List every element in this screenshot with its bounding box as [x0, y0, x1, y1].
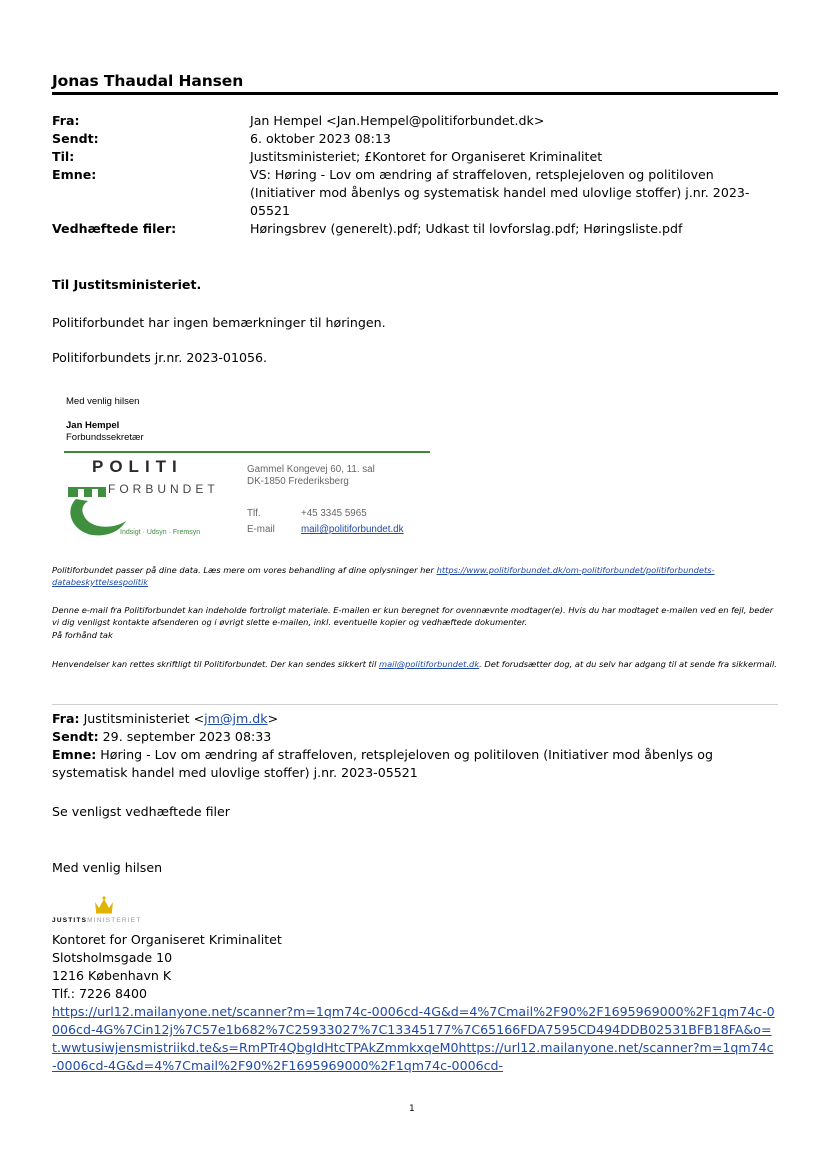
- forwarded-fra-label: Fra:: [52, 711, 80, 726]
- header-key: Fra:: [52, 113, 80, 128]
- greeting: Til Justitsministeriet.: [52, 277, 202, 292]
- crown-icon: [92, 896, 116, 918]
- ministry-logo-text: [52, 917, 142, 924]
- logo-tagline: Indsigt · Udsyn · Fremsyn: [120, 529, 201, 536]
- email-label: E-mail: [247, 524, 275, 535]
- signature-name: Jan Hempel: [66, 420, 120, 431]
- forwarded-emne-value: Høring - Lov om ændring af straffeloven, retsplejeloven og politiloven (Initiativer mod åbenlys og systematisk handel med ulovlige stoffer) j.nr. 2023-05521: [52, 747, 713, 780]
- forwarded-emne: [52, 746, 778, 782]
- header-row-attachments: [52, 220, 778, 238]
- forwarded-closing: Med venlig hilsen: [52, 860, 163, 875]
- header-value: 6. oktober 2023 08:13: [250, 131, 391, 146]
- title-rule: [52, 92, 778, 95]
- address-line-2: DK-1850 Frederiksberg: [247, 476, 349, 487]
- header-value: Jan Hempel <Jan.Hempel@politiforbundet.dk>: [250, 113, 545, 128]
- disclaimer-data-text: Politiforbundet passer på dine data. Læs mere om vores behandling af dine oplysninger her: [52, 565, 437, 575]
- forwarded-sendt-label: Sendt:: [52, 729, 99, 744]
- disclaimer-data: [52, 564, 778, 588]
- header-value: Justitsministeriet; £Kontoret for Organiseret Kriminalitet: [250, 149, 603, 164]
- address-line-1: Gammel Kongevej 60, 11. sal: [247, 464, 375, 475]
- forwarded-emne-label: Emne:: [52, 747, 97, 762]
- header-value: VS: Høring - Lov om ændring af straffeloven, retsplejeloven og politiloven (Initiativer mod åbenlys og systematisk handel med ulovlige stoffer) j.nr. 2023-05521: [250, 167, 750, 218]
- forward-divider: [52, 704, 778, 705]
- politiforbundet-logo: [64, 455, 224, 545]
- disclaimer-confidential: Denne e-mail fra Politiforbundet kan indeholde fortroligt materiale. E-mailen er kun beregnet for ovennævnte modtager(e). Hvis du har modtaget e-mailen ved en fejl, beder vi dig venligst kontakte afsenderen og i øvrigt slette e-mailen, inkl. eventuelle kopier og vedhæftede dokumenter.: [52, 605, 774, 627]
- signature-divider: [64, 451, 430, 453]
- forwarded-fra-name: Justitsministeriet <: [83, 711, 205, 726]
- forwarded-header: [52, 710, 778, 782]
- ministry-phone: Tlf.: 7226 8400: [52, 986, 148, 1001]
- ministry-address: [52, 931, 778, 1075]
- forwarded-sendt: [52, 728, 778, 746]
- email-header: [52, 112, 778, 238]
- logo-text-forbundet: FORBUNDET: [108, 482, 219, 496]
- ministry-city: 1216 København K: [52, 968, 172, 983]
- forwarded-fra: [52, 710, 778, 728]
- tlf-value: +45 3345 5965: [301, 508, 367, 519]
- forwarded-body: Se venligst vedhæftede filer: [52, 804, 230, 819]
- header-key: Sendt:: [52, 131, 99, 146]
- signature-closing: Med venlig hilsen: [66, 396, 140, 407]
- forwarded-sendt-value: 29. september 2023 08:33: [102, 729, 272, 744]
- disclaimer-secure-text-a: Henvendelser kan rettes skriftligt til Politiforbundet. Der kan sendes sikkert til: [52, 659, 380, 669]
- secure-mail-link[interactable]: mail@politiforbundet.dk: [379, 659, 480, 669]
- header-row-emne: [52, 166, 778, 220]
- reference-number: Politiforbundets jr.nr. 2023-01056.: [52, 350, 267, 365]
- ministry-street: Slotsholmsgade 10: [52, 950, 173, 965]
- header-key: Emne:: [52, 167, 97, 182]
- header-key: Til:: [52, 149, 75, 164]
- ministry-logo-b: MINISTERIET: [87, 917, 142, 924]
- scanner-url-link[interactable]: https://url12.mailanyone.net/scanner?m=1qm74c-0006cd-4G&d=4%7Cmail%2F90%2F1695969000%2F1qm74c-0006cd-4G%7Cin12j%7C57e1b682%7C25933027%7C13345177%7C65166FDA7595CD494DDB02531BFB18FA&o=t.wwtusiwjensmistriikd.te&s=RmPTr4QbgIdHtcTPAkZmmkxqeM0https://url12.mailanyone.net/scanner?m=1qm74c-0006cd-4G&d=4%7Cmail%2F90%2F1695969000%2F1qm74c-0006cd-: [52, 1004, 775, 1073]
- header-value: Høringsbrev (generelt).pdf; Udkast til lovforslag.pdf; Høringsliste.pdf: [250, 221, 683, 236]
- privacy-policy-link[interactable]: https://www.politiforbundet.dk/om-politiforbundet/politiforbundets-databeskyttelsespolitik: [52, 565, 715, 587]
- forwarded-fra-email-link[interactable]: jm@jm.dk: [204, 711, 268, 726]
- signature-email-link[interactable]: mail@politiforbundet.dk: [301, 524, 404, 535]
- header-key: Vedhæftede filer:: [52, 221, 177, 236]
- header-row-fra: [52, 112, 778, 130]
- body-text: Politiforbundet har ingen bemærkninger til høringen.: [52, 315, 386, 330]
- signature-title: Forbundssekretær: [66, 432, 144, 443]
- disclaimer-secure-mail: [52, 658, 778, 670]
- header-row-sendt: [52, 130, 778, 148]
- page-number: 1: [409, 1104, 415, 1114]
- disclaimer-secure-text-b: . Det forudsætter dog, at du selv har adgang til at sende fra sikkermail.: [479, 659, 777, 669]
- ministry-office: Kontoret for Organiseret Kriminalitet: [52, 932, 282, 947]
- ministry-logo-a: JUSTITS: [52, 917, 88, 924]
- document-title: Jonas Thaudal Hansen: [52, 72, 244, 90]
- tlf-label: Tlf.: [247, 508, 261, 519]
- forwarded-fra-end: >: [267, 711, 279, 726]
- disclaimer-thanks: På forhånd tak: [52, 630, 113, 640]
- logo-text-politi: POLITI: [92, 457, 183, 476]
- header-row-til: [52, 148, 778, 166]
